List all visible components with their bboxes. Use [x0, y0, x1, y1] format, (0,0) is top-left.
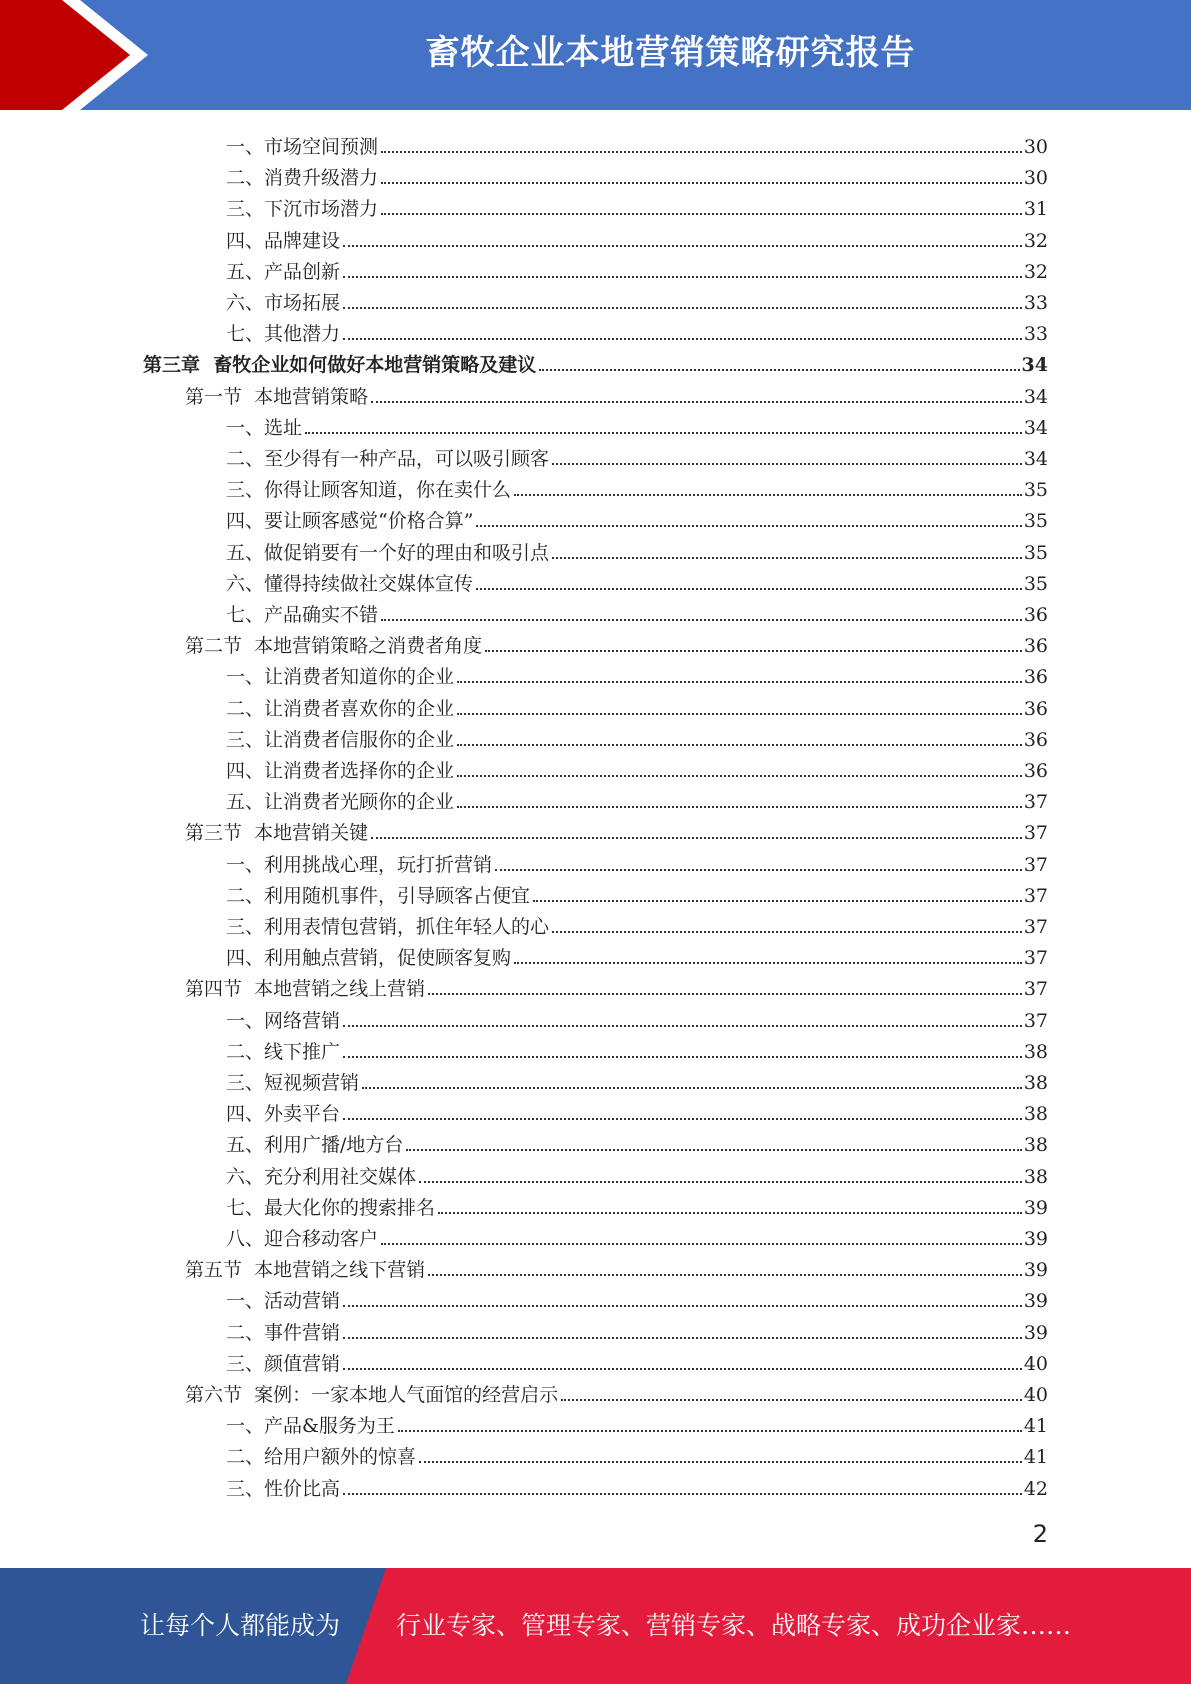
toc-item[interactable] — [226, 128, 1048, 159]
toc-entry-label: 二、让消费者喜欢你的企业 — [226, 697, 455, 720]
toc-item[interactable] — [226, 1407, 1048, 1438]
toc-item[interactable] — [226, 1064, 1048, 1095]
toc-leader-dots — [457, 712, 1022, 715]
toc-entry-label: 四、要让顾客感觉“价格合算” — [226, 510, 474, 533]
toc-entry-page: 36 — [1023, 728, 1048, 751]
toc-section[interactable] — [185, 1376, 1048, 1407]
toc-leader-dots — [343, 337, 1022, 340]
toc-entry-label: 三、短视频营销 — [226, 1072, 360, 1094]
toc-entry-page: 33 — [1023, 323, 1048, 346]
toc-entry-page: 38 — [1023, 1134, 1048, 1157]
toc-item[interactable] — [226, 658, 1048, 689]
toc-item[interactable] — [226, 1282, 1048, 1313]
toc-leader-dots — [406, 1148, 1021, 1151]
toc-entry-page: 38 — [1023, 1165, 1048, 1188]
toc-section[interactable] — [185, 814, 1048, 845]
toc-entry-page: 37 — [1023, 884, 1048, 907]
toc-item[interactable] — [226, 284, 1048, 315]
toc-entry-label: 一、活动营销 — [226, 1290, 341, 1313]
toc-item[interactable] — [226, 440, 1048, 471]
toc-leader-dots — [343, 1367, 1022, 1370]
toc-entry-label: 第三节 本地营销关键 — [185, 822, 369, 845]
toc-leader-dots — [485, 649, 1022, 652]
toc-entry-page: 32 — [1023, 260, 1048, 283]
toc-entry-label: 二、至少得有一种产品，可以吸引顾客 — [226, 448, 550, 470]
toc-leader-dots — [343, 306, 1022, 309]
toc-item[interactable] — [226, 1095, 1048, 1126]
toc-entry-page: 33 — [1023, 292, 1048, 314]
toc-entry-label: 一、选址 — [226, 416, 303, 439]
toc-entry-label: 七、其他潜力 — [226, 323, 341, 346]
toc-entry-label: 一、产品&服务为王 — [226, 1415, 395, 1438]
toc-entry-page: 39 — [1023, 1290, 1048, 1313]
toc-section[interactable] — [185, 378, 1048, 409]
toc-leader-dots — [457, 805, 1022, 808]
toc-entry-label: 三、下沉市场潜力 — [226, 198, 379, 221]
toc-entry-label: 五、做促销要有一个好的理由和吸引点 — [226, 541, 550, 564]
toc-entry-label: 五、利用广播/地方台 — [226, 1134, 404, 1157]
toc-entry-label: 五、让消费者光顾你的企业 — [226, 791, 455, 814]
toc-entry-page: 35 — [1023, 541, 1048, 564]
toc-leader-dots — [419, 1180, 1022, 1183]
toc-entry-page: 35 — [1023, 510, 1048, 533]
toc-entry-label: 第二节 本地营销策略之消费者角度 — [185, 635, 483, 658]
toc-leader-dots — [495, 868, 1022, 871]
toc-leader-dots — [381, 150, 1022, 153]
toc-leader-dots — [343, 1304, 1022, 1307]
toc-section[interactable] — [185, 1251, 1048, 1282]
toc-item[interactable] — [226, 939, 1048, 970]
toc-entry-label: 六、懂得持续做社交媒体宣传 — [226, 572, 474, 595]
toc-section[interactable] — [185, 970, 1048, 1001]
toc-section[interactable] — [185, 627, 1048, 658]
toc-entry-label: 四、外卖平台 — [226, 1103, 341, 1126]
toc-leader-dots — [343, 1492, 1022, 1495]
toc-leader-dots — [343, 1024, 1022, 1027]
toc-entry-label: 四、利用触点营销，促使顾客复购 — [226, 947, 512, 970]
toc-entry-page: 37 — [1023, 978, 1048, 1001]
toc-entry-label: 二、给用户额外的惊喜 — [226, 1446, 417, 1469]
toc-leader-dots — [419, 1460, 1022, 1463]
toc-entry-label: 二、利用随机事件，引导顾客占便宜 — [226, 884, 531, 907]
toc-item[interactable] — [226, 534, 1048, 565]
toc-entry-label: 四、品牌建设 — [226, 229, 341, 252]
toc-leader-dots — [514, 961, 1022, 964]
toc-item[interactable] — [226, 253, 1048, 284]
toc-entry-page: 37 — [1023, 822, 1048, 845]
toc-leader-dots — [343, 1055, 1022, 1058]
toc-leader-dots — [428, 992, 1022, 995]
toc-entry-label: 四、让消费者选择你的企业 — [226, 760, 455, 782]
toc-leader-dots — [343, 244, 1022, 247]
toc-leader-dots — [305, 431, 1022, 434]
toc-entry-page: 37 — [1023, 916, 1048, 938]
toc-entry-label: 第六节 案例：一家本地人气面馆的经营启示 — [185, 1384, 559, 1406]
toc-item[interactable] — [226, 721, 1048, 752]
toc-entry-label: 第一节 本地营销策略 — [185, 385, 369, 408]
toc-leader-dots — [398, 1429, 1022, 1432]
toc-entry-label: 七、最大化你的搜索排名 — [226, 1196, 436, 1219]
toc-entry-page: 36 — [1023, 666, 1048, 689]
toc-item[interactable] — [226, 1220, 1048, 1251]
toc-leader-dots — [343, 1117, 1022, 1120]
toc-entry-page: 42 — [1023, 1477, 1048, 1500]
toc-leader-dots — [343, 275, 1022, 278]
toc-leader-dots — [371, 400, 1022, 403]
toc-item[interactable] — [226, 222, 1048, 253]
toc-entry-page: 41 — [1023, 1415, 1048, 1438]
toc-item[interactable] — [226, 908, 1048, 939]
toc-entry-page: 36 — [1023, 604, 1048, 626]
toc-entry-page: 37 — [1023, 791, 1048, 814]
toc-item[interactable] — [226, 1002, 1048, 1033]
toc-entry-page: 39 — [1023, 1228, 1048, 1250]
toc-entry-page: 32 — [1023, 229, 1048, 252]
toc-entry-label: 第三章 畜牧企业如何做好本地营销策略及建议 — [143, 354, 537, 377]
toc-item[interactable] — [226, 1033, 1048, 1064]
toc-entry-label: 三、利用表情包营销，抓住年轻人的心 — [226, 916, 550, 938]
toc-entry-label: 三、让消费者信服你的企业 — [226, 728, 455, 751]
toc-leader-dots — [476, 587, 1022, 590]
toc-item[interactable] — [226, 877, 1048, 908]
toc-entry-label: 二、事件营销 — [226, 1321, 341, 1344]
toc-entry-label: 八、迎合移动客户 — [226, 1228, 379, 1250]
toc-entry-page: 39 — [1023, 1321, 1048, 1344]
toc-entry-page: 40 — [1023, 1384, 1048, 1406]
toc-leader-dots — [476, 524, 1021, 527]
toc-entry-page: 34 — [1023, 385, 1048, 408]
toc-entry-label: 七、产品确实不错 — [226, 604, 379, 626]
toc-entry-page: 35 — [1023, 479, 1048, 502]
toc-entry-label: 三、颜值营销 — [226, 1352, 341, 1375]
toc-entry-label: 二、消费升级潜力 — [226, 167, 379, 190]
toc-leader-dots — [457, 743, 1022, 746]
toc-entry-page: 41 — [1023, 1446, 1048, 1469]
document-title: 畜牧企业本地营销策略研究报告 — [425, 33, 916, 73]
toc-leader-dots — [362, 1086, 1022, 1089]
toc-leader-dots — [438, 1211, 1022, 1214]
toc-leader-dots — [561, 1398, 1022, 1401]
footer-slogan-left: 让每个人都能成为 — [140, 1611, 341, 1640]
toc-entry-label: 一、利用挑战心理，玩打折营销 — [226, 853, 493, 876]
toc-item[interactable] — [226, 1189, 1048, 1220]
toc-item[interactable] — [226, 1158, 1048, 1189]
toc-item[interactable] — [226, 596, 1048, 627]
toc-entry-page: 34 — [1021, 354, 1048, 377]
toc-item[interactable] — [226, 846, 1048, 877]
toc-entry-page: 36 — [1023, 697, 1048, 720]
toc-item[interactable] — [226, 502, 1048, 533]
toc-entry-page: 37 — [1023, 947, 1048, 970]
toc-leader-dots — [381, 1242, 1022, 1245]
toc-entry-page: 39 — [1023, 1196, 1048, 1219]
toc-entry-label: 六、充分利用社交媒体 — [226, 1165, 417, 1188]
toc-item[interactable] — [226, 565, 1048, 596]
toc-entry-page: 36 — [1023, 760, 1048, 782]
toc-entry-page: 39 — [1023, 1259, 1048, 1282]
toc-leader-dots — [457, 774, 1022, 777]
toc-item[interactable] — [226, 690, 1048, 721]
toc-entry-label: 第五节 本地营销之线下营销 — [185, 1259, 426, 1282]
toc-entry-page: 38 — [1023, 1040, 1048, 1063]
page-number: 2 — [1032, 1520, 1048, 1548]
toc-item[interactable] — [226, 315, 1048, 346]
toc-item[interactable] — [226, 471, 1048, 502]
toc-leader-dots — [428, 1273, 1022, 1276]
toc-item[interactable] — [226, 783, 1048, 814]
toc-item[interactable] — [226, 1314, 1048, 1345]
toc-entry-label: 六、市场拓展 — [226, 292, 341, 314]
footer-band — [0, 1568, 1191, 1684]
toc-leader-dots — [343, 1336, 1022, 1339]
toc-entry-page: 31 — [1023, 198, 1048, 221]
toc-entry-page: 37 — [1023, 1009, 1048, 1032]
toc-item[interactable] — [226, 1345, 1048, 1376]
toc-entry-page: 30 — [1023, 136, 1048, 158]
toc-leader-dots — [552, 930, 1022, 933]
toc-entry-page: 37 — [1023, 853, 1048, 876]
toc-entry-page: 38 — [1023, 1072, 1048, 1094]
toc-leader-dots — [514, 493, 1022, 496]
toc-entry-page: 36 — [1023, 635, 1048, 658]
footer-slogan-right: 行业专家、管理专家、营销专家、战略专家、成功企业家…… — [396, 1611, 1072, 1640]
toc-entry-label: 二、线下推广 — [226, 1040, 341, 1063]
toc-leader-dots — [533, 899, 1022, 902]
toc-entry-label: 五、产品创新 — [226, 260, 341, 283]
toc-leader-dots — [539, 368, 1019, 371]
toc-entry-label: 第四节 本地营销之线上营销 — [185, 978, 426, 1001]
toc-item[interactable] — [226, 190, 1048, 221]
toc-entry-label: 三、性价比高 — [226, 1477, 341, 1500]
toc-entry-page: 35 — [1023, 572, 1048, 595]
toc-leader-dots — [381, 618, 1022, 621]
toc-item[interactable] — [226, 752, 1048, 783]
toc-leader-dots — [381, 181, 1022, 184]
toc-item[interactable] — [226, 1438, 1048, 1469]
toc-entry-label: 三、你得让顾客知道，你在卖什么 — [226, 479, 512, 502]
toc-entry-page: 40 — [1023, 1352, 1048, 1375]
toc-item[interactable] — [226, 1470, 1048, 1501]
toc-item[interactable] — [226, 1126, 1048, 1157]
toc-item[interactable] — [226, 159, 1048, 190]
toc-entry-page: 38 — [1023, 1103, 1048, 1126]
toc-entry-page: 30 — [1023, 167, 1048, 190]
toc-leader-dots — [371, 836, 1022, 839]
toc-entry-label: 一、让消费者知道你的企业 — [226, 666, 455, 689]
toc-leader-dots — [552, 462, 1022, 465]
toc-chapter[interactable] — [143, 346, 1048, 377]
toc-item[interactable] — [226, 409, 1048, 440]
toc-leader-dots — [457, 680, 1022, 683]
toc-leader-dots — [381, 212, 1022, 215]
toc-entry-page: 34 — [1023, 448, 1048, 470]
toc-entry-label: 一、市场空间预测 — [226, 136, 379, 158]
toc-entry-page: 34 — [1023, 416, 1048, 439]
header-band — [0, 0, 1191, 110]
toc-leader-dots — [552, 556, 1022, 559]
toc-entry-label: 一、网络营销 — [226, 1009, 341, 1032]
